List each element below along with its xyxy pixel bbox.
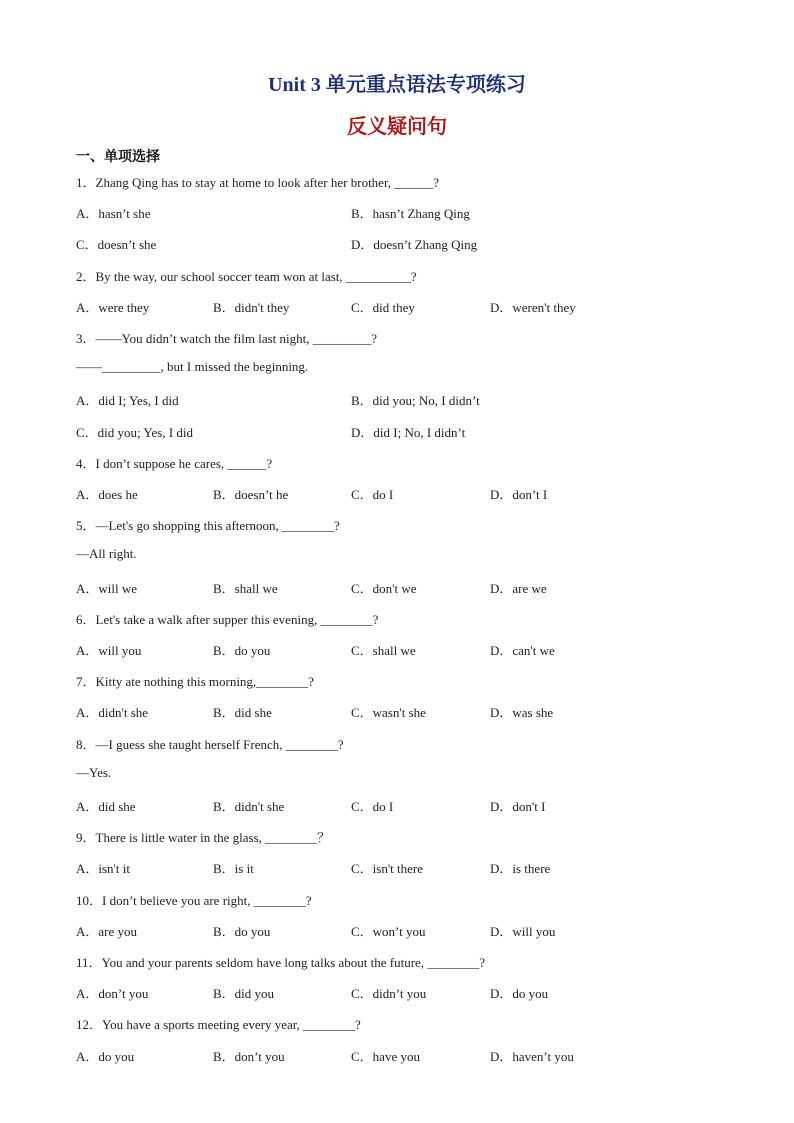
option-d: D．did I; No, I didn’t [351, 425, 466, 440]
option-a: A．hasn’t she [76, 206, 151, 221]
option-b: B．shall we [213, 581, 278, 596]
option-b: B．did you; No, I didn’t [351, 393, 480, 408]
option-b: B．hasn’t Zhang Qing [351, 206, 470, 221]
option-d: D．do you [490, 986, 549, 1001]
question-stem: 6．Let's take a walk after supper this evening, ________? [76, 612, 379, 627]
option-b: B．don’t you [213, 1049, 285, 1064]
option-c: C．won’t you [351, 924, 426, 939]
option-d: D．haven’t you [490, 1049, 574, 1064]
option-d: D．are we [490, 581, 547, 596]
option-c: C．don't we [351, 581, 417, 596]
option-c: C．wasn't she [351, 705, 426, 720]
option-b: B．do you [213, 643, 271, 658]
option-b: B．do you [213, 924, 271, 939]
option-a: A．do you [76, 1049, 135, 1064]
question-stem: 5．—Let's go shopping this afternoon, ________? [76, 518, 340, 533]
question-stem: 10．I don’t believe you are right, ________? [76, 893, 312, 908]
option-a: A．isn't it [76, 861, 130, 876]
option-b: B．is it [213, 861, 254, 876]
section-heading: 一、单项选择 [76, 150, 160, 165]
question-stem: 9．There is little water in the glass, ________？ [76, 830, 331, 845]
option-c: C．have you [351, 1049, 420, 1064]
option-a: A．don’t you [76, 986, 149, 1001]
question-dialogue-line: —Yes. [76, 765, 112, 780]
option-c: C．did you; Yes, I did [76, 425, 194, 440]
question-stem: 12．You have a sports meeting every year, ________? [76, 1017, 361, 1032]
question-stem: 7．Kitty ate nothing this morning,________? [76, 674, 314, 689]
option-d: D．was she [490, 705, 554, 720]
option-d: D．weren't they [490, 300, 576, 315]
option-c: C．shall we [351, 643, 416, 658]
option-a: A．were they [76, 300, 150, 315]
option-c: C．isn't there [351, 861, 424, 876]
option-d: D．don't I [490, 799, 546, 814]
option-d: D．doesn’t Zhang Qing [351, 237, 478, 252]
option-a: A．are you [76, 924, 138, 939]
question-stem: 11．You and your parents seldom have long talks about the future, ________? [76, 955, 486, 970]
option-d: D．can't we [490, 643, 555, 658]
page-subtitle: 反义疑问句 [347, 116, 447, 138]
option-a: A．did she [76, 799, 136, 814]
option-a: A．will you [76, 643, 142, 658]
option-c: C．do I [351, 799, 394, 814]
option-d: D．don’t I [490, 487, 548, 502]
option-a: A．will we [76, 581, 138, 596]
option-b: B．doesn’t he [213, 487, 289, 502]
question-stem: 4．I don’t suppose he cares, ______? [76, 456, 273, 471]
option-c: C．did they [351, 300, 415, 315]
option-b: B．did she [213, 705, 272, 720]
option-d: D．will you [490, 924, 556, 939]
question-stem: 2．By the way, our school soccer team won at last, __________? [76, 269, 417, 284]
option-b: B．didn't they [213, 300, 290, 315]
option-d: D．is there [490, 861, 551, 876]
option-c: C．doesn’t she [76, 237, 157, 252]
question-stem: 8．—I guess she taught herself French, ________? [76, 737, 344, 752]
question-stem: 1．Zhang Qing has to stay at home to look after her brother, ______? [76, 175, 440, 190]
option-b: B．didn't she [213, 799, 285, 814]
option-b: B．did you [213, 986, 275, 1001]
option-c: C．didn’t you [351, 986, 427, 1001]
page-title: Unit 3 单元重点语法专项练习 [268, 74, 526, 96]
option-a: A．didn't she [76, 705, 149, 720]
question-dialogue-line: —All right. [76, 546, 137, 561]
question-dialogue-line: ——_________, but I missed the beginning. [76, 359, 309, 374]
question-stem: 3．——You didn’t watch the film last night, _________? [76, 331, 378, 346]
option-a: A．did I; Yes, I did [76, 393, 179, 408]
option-a: A．does he [76, 487, 138, 502]
option-c: C．do I [351, 487, 394, 502]
